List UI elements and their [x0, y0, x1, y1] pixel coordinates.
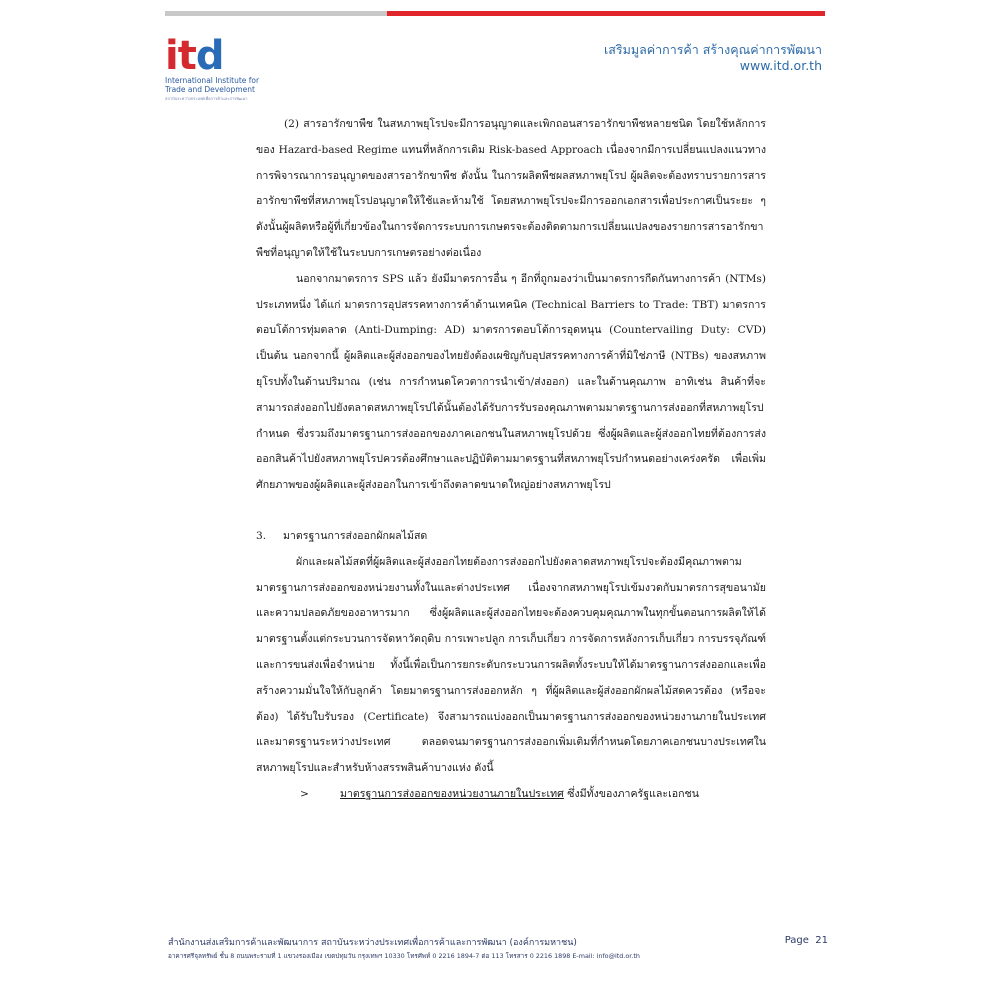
- page-number: [785, 934, 828, 948]
- bullet-item: [256, 782, 766, 808]
- section-title: มาตรฐานการส่งออกผักผลไม้สด: [282, 529, 428, 542]
- paragraph-pesticides: (2) สารอารักขาพืช ในสหภาพยุโรปจะมีการอนุญาตและเพิกถอนสารอารักขาพืชหลายชนิด โดยใช้หลักการของ Hazard-based Regime แทนที่หลักการเดิม Risk-based Approach เนื่องจากมีการเปลี่ยนแปลงแนวทางการพิจารณาการอนุญาตของสารอารักขาพืช ดังนั้น ในการผลิตพืชผลสหภาพยุโรป ผู้ผลิตจะต้องทราบรายการสารอารักขาพืชที่สหภาพยุโรปอนุญาตให้ใช้และห้ามใช้ โดยสหภาพยุโรปจะมีการออกเอกสารเพื่อประกาศเป็นระยะ ๆ ดังนั้นผู้ผลิตหรือผู้ที่เกี่ยวข้องในการจัดการระบบการเกษตรจะต้องติดตามการเปลี่ยนแปลงของรายการสารอารักขาพืชที่อนุญาตให้ใช้ในระบบการเกษตรอย่างต่อเนื่อง: [256, 118, 766, 259]
- header-color-bar: [165, 11, 825, 16]
- header-bar-gray-segment: [165, 11, 387, 16]
- logo-letters-it: it: [165, 33, 196, 79]
- logo-letters-d: d: [195, 33, 224, 79]
- header-bar-red-segment: [387, 11, 825, 16]
- page-footer: [168, 936, 828, 962]
- logo-tiny-text: สถาบันระหว่างประเทศเพื่อการค้าและการพัฒนา: [165, 96, 248, 101]
- section-number: 3.: [256, 529, 267, 542]
- slogan-text: เสริมมูลค่าการค้า สร้างคุณค่าการพัฒนา: [604, 42, 822, 57]
- itd-logo: [165, 33, 295, 106]
- paragraph-ntms: นอกจากมาตรการ SPS แล้ว ยังมีมาตรการอื่น ๆ อีกที่ถูกมองว่าเป็นมาตรการกีดกันทางการค้า (NTMs) ประเภทหนึ่ง ได้แก่ มาตรการอุปสรรคทางการค้าด้านเทคนิค (Technical Barriers to Trade: TBT) มาตรการตอบโต้การทุ่มตลาด (Anti-Dumping: AD) มาตรการตอบโต้การอุดหนุน (Countervailing Duty: CVD) เป็นต้น นอกจากนี้ ผู้ผลิตและผู้ส่งออกของไทยยังต้องเผชิญกับอุปสรรคทางการค้าที่มิใช่ภาษี (NTBs) ของสหภาพยุโรปทั้งในด้านปริมาณ (เช่น การกำหนดโควตาการนำเข้า/ส่งออก) และในด้านคุณภาพ อาทิเช่น สินค้าที่จะสามารถส่งออกไปยังตลาดสหภาพยุโรปได้นั้นต้องได้รับการรับรองคุณภาพตามมาตรฐานการส่งออกที่สหภาพยุโรปกำหนด ซึ่งรวมถึงมาตรฐานการส่งออกของภาคเอกชนในสหภาพยุโรปด้วย ซึ่งผู้ผลิตและผู้ส่งออกไทยที่ต้องการส่งออกสินค้าไปยังสหภาพยุโรปควรต้องศึกษาและปฏิบัติตามมาตรฐานที่สหภาพยุโรปกำหนดอย่างเคร่งครัด เพื่อเพิ่มศักยภาพของผู้ผลิตและผู้ส่งออกในการเข้าถึงตลาดขนาดใหญ่อย่างสหภาพยุโรป: [256, 272, 766, 492]
- bullet-rest-text: ซึ่งมีทั้งของภาครัฐและเอกชน: [563, 787, 699, 800]
- logo-line1: International Institute for: [165, 76, 260, 85]
- logo-letters: [165, 33, 295, 79]
- page-number-value: 21: [815, 935, 828, 946]
- section-heading: [256, 524, 766, 550]
- section-gap: [256, 499, 766, 524]
- paragraph-fresh-produce-standards: ผักและผลไม้สดที่ผู้ผลิตและผู้ส่งออกไทยต้องการส่งออกไปยังตลาดสหภาพยุโรปจะต้องมีคุณภาพตามมาตรฐานการส่งออกของหน่วยงานทั้งในและต่างประเทศ เนื่องจากสหภาพยุโรปเข้มงวดกับมาตรการสุขอนามัยและความปลอดภัยของอาหารมาก ซึ่งผู้ผลิตและผู้ส่งออกไทยจะต้องควบคุมคุณภาพในทุกขั้นตอนการผลิตให้ได้มาตรฐานตั้งแต่กระบวนการจัดหาวัตถุดิบ การเพาะปลูก การเก็บเกี่ยว การจัดการหลังการเก็บเกี่ยว การบรรจุภัณฑ์ และการขนส่งเพื่อจำหน่าย ทั้งนี้เพื่อเป็นการยกระดับกระบวนการผลิตทั้งระบบให้ได้มาตรฐานการส่งออกและเพื่อสร้างความมั่นใจให้กับลูกค้า โดยมาตรฐานการส่งออกหลัก ๆ ที่ผู้ผลิตและผู้ส่งออกผักผลไม้สดควรต้อง (หรือจะต้อง) ได้รับใบรับรอง (Certificate) จึงสามารถแบ่งออกเป็นมาตรฐานการส่งออกของหน่วยงานภายในประเทศ และมาตรฐานระหว่างประเทศ ตลอดจนมาตรฐานการส่งออกเพิ่มเติมที่กำหนดโดยภาคเอกชนบางประเทศในสหภาพยุโรปและสำหรับห้างสรรพสินค้าบางแห่ง ดังนี้: [256, 555, 766, 775]
- bullet-underlined-text: มาตรฐานการส่งออกของหน่วยงานภายในประเทศ: [340, 787, 564, 800]
- document-body: [256, 112, 766, 808]
- header-slogan-block: [604, 42, 822, 74]
- footer-org-text: สำนักงานส่งเสริมการค้าและพัฒนาการ สถาบันระหว่างประเทศเพื่อการค้าและการพัฒนา (องค์การมหาชน): [168, 938, 577, 948]
- footer-address: อาคารศรีจุลทรัพย์ ชั้น 8 ถนนพระรามที่ 1 แขวงรองเมือง เขตปทุมวัน กรุงเทพฯ 10330 โทรศัพท์ 0 2216 1894-7 ต่อ 113 โทรสาร 0 2216 1898 E-mail: info@itd.or.th: [168, 952, 640, 960]
- website-url: www.itd.or.th: [739, 58, 822, 73]
- logo-line2: Trade and Development: [165, 85, 255, 94]
- page-label: Page: [784, 935, 809, 946]
- bullet-arrow-icon: >: [300, 787, 309, 800]
- footer-row-org: [168, 936, 828, 950]
